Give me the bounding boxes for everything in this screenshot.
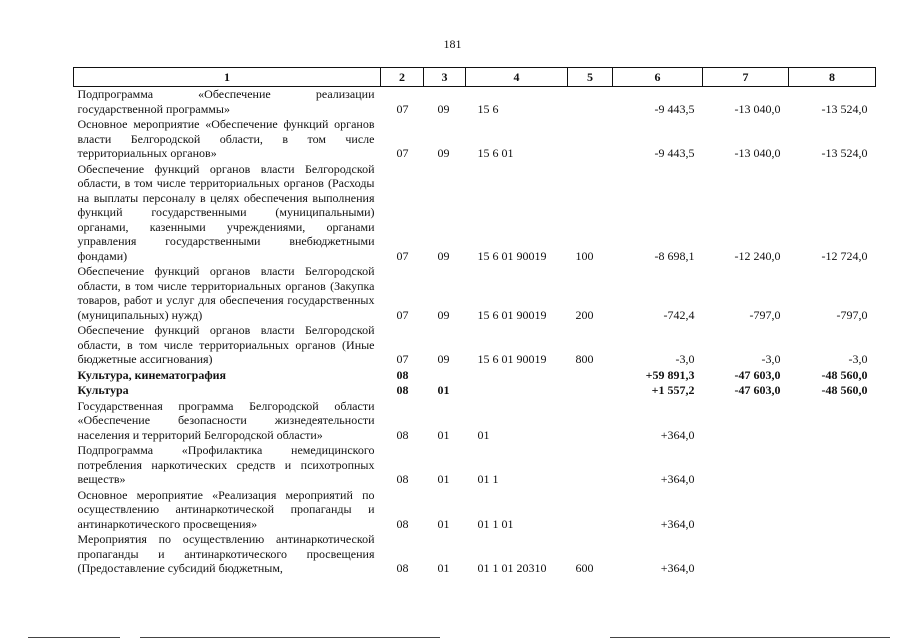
target-item-code: 15 6 01 90019: [477, 248, 547, 263]
amount-col8: -48 560,0: [821, 367, 868, 382]
expense-type-code: [568, 87, 613, 118]
section-code: 08: [396, 516, 409, 531]
target-item-code: 01 1: [477, 472, 499, 486]
table-row: [74, 443, 876, 488]
section-code: 07: [396, 307, 409, 322]
budget-table: [73, 67, 876, 577]
subsection-code: 01: [437, 427, 450, 442]
target-item-code: 15 6 01 90019: [477, 307, 547, 322]
expense-type-code: [568, 399, 613, 444]
amount-col8: -13 524,0: [821, 101, 868, 116]
row-description: Обеспечение функций органов власти Белгородской области, в том числе территориальных органов (Иные бюджетные ассигнования): [77, 323, 375, 366]
amount-col8: [789, 532, 876, 577]
row-description: Подпрограмма «Профилактика немедицинского потребления наркотических средств и психотропных веществ»: [77, 443, 375, 486]
section-code: 08: [396, 367, 409, 382]
column-header: 3: [424, 68, 466, 87]
row-description: Государственная программа Белгородской области «Обеспечение безопасности жизнедеятельности населения и территорий Белгородской области»: [77, 398, 375, 442]
section-code: 08: [396, 383, 409, 397]
amount-col8: -3,0: [848, 352, 868, 366]
amount-col7: -47 603,0: [734, 383, 781, 397]
table-row: [74, 399, 876, 444]
expense-type-code: [568, 488, 613, 533]
table-row: [74, 323, 876, 368]
table-body: [74, 87, 876, 577]
section-code: 07: [396, 101, 409, 116]
column-header: 8: [789, 68, 876, 87]
expense-type-code: 200: [575, 307, 594, 322]
amount-col8: -797,0: [836, 307, 868, 322]
amount-col7: -13 040,0: [734, 101, 781, 116]
subsection-code: 01: [437, 516, 450, 531]
amount-col8: [789, 488, 876, 533]
target-item-code: 15 6 01 90019: [477, 352, 547, 366]
table-header: [74, 68, 876, 87]
scan-edge-line: [28, 637, 120, 638]
amount-col6: -9 443,5: [654, 101, 695, 116]
amount-col8: -12 724,0: [821, 248, 868, 263]
subsection-code: 01: [437, 561, 450, 575]
row-description: Обеспечение функций органов власти Белгородской области, в том числе территориальных органов (Расходы на выплаты персоналу в целях обеспечения выполнения функций государственными (муниципальными) органами, казенными учреждениями, органами управления государственными внебюджетными фондами): [77, 161, 375, 263]
amount-col7: [703, 488, 789, 533]
subsection-code: [424, 368, 466, 384]
target-item-code: 15 6: [477, 101, 499, 116]
row-description: Культура, кинематография: [77, 367, 227, 382]
target-item-code: 01 1 01: [477, 516, 514, 531]
amount-col6: -8 698,1: [654, 248, 695, 263]
section-code: 07: [396, 352, 409, 366]
header-row: [74, 68, 876, 87]
scan-edge-line: [610, 637, 890, 638]
amount-col8: [789, 443, 876, 488]
amount-col7: [703, 532, 789, 577]
amount-col7: -12 240,0: [734, 248, 781, 263]
row-description: Мероприятия по осуществлению антинаркотической пропаганды и антинаркотического просвещения (Предоставление субсидий бюджетным,: [77, 532, 375, 575]
amount-col8: -13 524,0: [821, 146, 868, 160]
amount-col6: +1 557,2: [651, 383, 695, 397]
page-number: 181: [443, 37, 462, 51]
expense-type-code: 800: [575, 352, 594, 366]
subsection-code: 01: [437, 383, 450, 397]
column-header: 2: [381, 68, 424, 87]
expense-type-code: 600: [575, 561, 594, 575]
target-item-code: [466, 383, 568, 399]
table-row: [74, 117, 876, 162]
row-description: Основное мероприятие «Реализация мероприятий по осуществлению антинаркотической пропаганды и антинаркотического просвещения»: [77, 487, 375, 531]
target-item-code: 15 6 01: [477, 146, 514, 160]
amount-col8: [789, 399, 876, 444]
expense-type-code: [568, 117, 613, 162]
amount-col6: +59 891,3: [645, 367, 695, 382]
amount-col7: -797,0: [749, 307, 781, 322]
column-header: 1: [74, 68, 381, 87]
table-row: [74, 368, 876, 384]
budget-table-container: [73, 67, 875, 577]
table-row: [74, 532, 876, 577]
subsection-code: 09: [437, 248, 450, 263]
table-row: [74, 87, 876, 118]
section-code: 08: [396, 561, 409, 575]
amount-col7: -13 040,0: [734, 146, 781, 160]
subsection-code: 01: [437, 472, 450, 486]
amount-col6: +364,0: [660, 427, 695, 442]
row-description: Подпрограмма «Обеспечение реализации государственной программы»: [77, 87, 375, 116]
row-description: Культура: [77, 383, 129, 397]
column-header: 5: [568, 68, 613, 87]
column-header: 4: [466, 68, 568, 87]
amount-col7: -3,0: [761, 352, 781, 366]
expense-type-code: [568, 383, 613, 399]
column-header: 7: [703, 68, 789, 87]
target-item-code: 01: [477, 427, 490, 442]
row-description: Обеспечение функций органов власти Белгородской области, в том числе территориальных органов (Закупка товаров, работ и услуг для обеспечения государственных (муниципальных) нужд): [77, 264, 375, 322]
amount-col7: [703, 399, 789, 444]
subsection-code: 09: [437, 146, 450, 160]
section-code: 08: [396, 472, 409, 486]
subsection-code: 09: [437, 307, 450, 322]
section-code: 07: [396, 146, 409, 160]
column-header: 6: [613, 68, 703, 87]
amount-col7: -47 603,0: [734, 367, 781, 382]
table-row: [74, 264, 876, 323]
amount-col7: [703, 443, 789, 488]
section-code: 07: [396, 248, 409, 263]
amount-col6: +364,0: [660, 516, 695, 531]
target-item-code: [466, 368, 568, 384]
expense-type-code: [568, 368, 613, 384]
table-row: [74, 383, 876, 399]
subsection-code: 09: [437, 352, 450, 366]
amount-col6: +364,0: [660, 472, 695, 486]
amount-col6: -9 443,5: [654, 146, 695, 160]
row-description: Основное мероприятие «Обеспечение функций органов власти Белгородской области, в том числе территориальных органов»: [77, 117, 375, 160]
table-row: [74, 488, 876, 533]
amount-col6: +364,0: [660, 561, 695, 575]
table-row: [74, 162, 876, 265]
amount-col6: -3,0: [675, 352, 695, 366]
section-code: 08: [396, 427, 409, 442]
subsection-code: 09: [437, 101, 450, 116]
expense-type-code: [568, 443, 613, 488]
target-item-code: 01 1 01 20310: [477, 561, 547, 575]
amount-col6: -742,4: [663, 307, 695, 322]
amount-col8: -48 560,0: [821, 383, 868, 397]
expense-type-code: 100: [575, 248, 594, 263]
scan-edge-line: [140, 637, 440, 638]
